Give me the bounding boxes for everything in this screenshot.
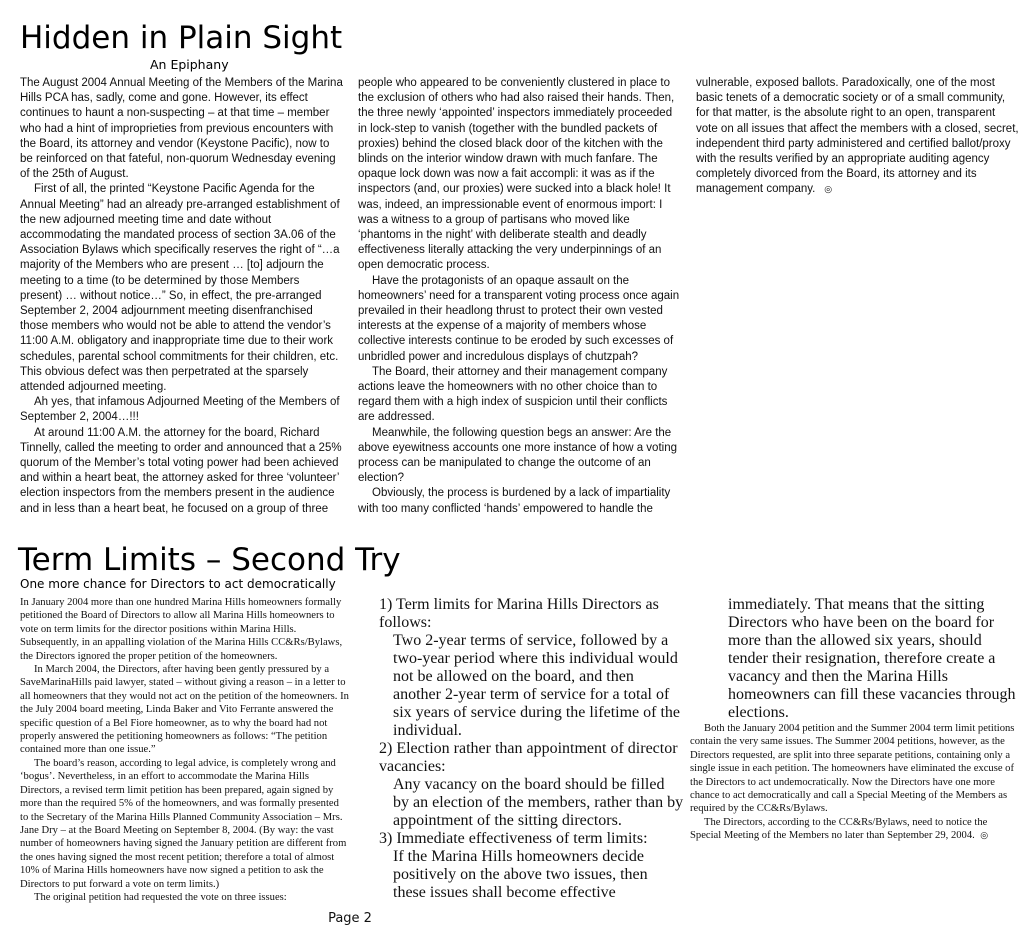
article2-subtitle: One more chance for Directors to act democratically: [20, 577, 336, 591]
article1-paragraph: At around 11:00 A.M. the attorney for the board, Richard Tinnelly, called the meeting to order and announced that a 25% quorum of the Member’s total voting power had been achieved and within a heart beat, the attorney asked for three ‘volunteer’ election inspectors from the members present in the audience and in less than a heart beat, he focused on a group of three people who appeared to be conveniently clustered in place to the exclusion of others who had also raised their hands. Then, the three newly ‘appointed’ inspectors immediately proceeded in lock-step to vanish (together with the bundled packets of proxies) behind the closed black door of the kitchen with the blinds on the interior window drawn with much fanfare. The opaque lock down was now a fait accompli: it was as if the inspectors (and, our proxies) were sucked into a black hole! It was, indeed, an impressionable event of enormous import: I was a witness to a group of partisans who moved like ‘phantoms in the night’ with deliberate stealth and deadly effectiveness literally attacking the very underpinnings of an open democratic process.: [20, 77, 675, 515]
article2-flow: [20, 596, 1016, 908]
article1-paragraph: The Board, their attorney and their management company actions leave the homeowners with no other choice than to regard them with a high index of suspicion until their conflicts are addressed.: [358, 365, 668, 424]
issue-number: 2): [379, 740, 393, 757]
article2-body: [20, 596, 1016, 908]
article2-paragraph: The board’s reason, according to legal advice, is completely wrong and ‘bogus’. Nevertheless, in an effort to accommodate the Marina Hills Directors, a revised term limit petition has been prepared, again signed by more than the required 5% of the homeowners, and was formally presented to the Secretary of the Marina Hills Planned Community Association – Mrs. Jane Dry – at the Board Meeting on September 8, 2004. (By way: the vast number of homeowners having signed the January petition are different from the ones having signed the most recent petition; therefore a total of almost 10% of Marina Hills homeowners have now signed a petition to ask the Directors to put forward a vote on term limits.): [20, 757, 347, 890]
article1-paragraph: Have the protagonists of an opaque assault on the homeowners’ need for a transparent voting process once again prevailed in their headlong thrust to protect their own vested interests at the expense of a majority of members whose collective interests continue to be eroded by such excesses of unbridled power and incredulous displays of chutzpah?: [358, 274, 680, 363]
article1-paragraph-text: Obviously, the process is burdened by a lack of impartiality with too many conflicted ‘hands’ empowered to handle the vulnerable, exposed ballots. Paradoxically, one of the most basic tenets of a democratic society or of a small community, for that matter, is the absolute right to an open, transparent vote on all issues that affect the members with a closed, secret, independent third party administered and certified ballot/proxy with the results verified by an appropriate auditing agency completely divorced from the Board, its attorney and its management company.: [358, 77, 1019, 515]
issue-number: 1): [379, 596, 393, 613]
issue-heading: Immediate effectiveness of term limits:: [396, 830, 648, 847]
article1-paragraph: First of all, the printed “Keystone Pacific Agenda for the Annual Meeting” had an already pre-arranged establishment of the new adjourned meeting time and date without accommodating the mandated process of section 3A.06 of the Association Bylaws which specifically reserves the right of “…a majority of the Members who are present … [to] adjourn the meeting to a time (to be determined by those Members present) … without notice…” So, in effect, the pre-arranged September 2, 2004 adjournment meeting disenfranchised those members who would not be able to attend the vendor’s 11:00 A.M. obligatory and inappropriate time due to their work schedules, parental school commitments for their children, etc. This obvious defect was then perpetrated at the sparsely attended adjourned meeting.: [20, 183, 340, 394]
article1-flow: [20, 76, 1019, 532]
list-item: [379, 596, 684, 740]
article2-paragraph: [690, 816, 1019, 844]
article2-paragraph: In March 2004, the Directors, after having been gently pressured by a SaveMarinaHills paid lawyer, stated – without giving a reason – in a letter to all homeowners that they would not act on the petition of the homeowners. In the July 2004 board meeting, Linda Baker and Vito Ferrante answered the specific question of a Bel Fiore homeowner, as to why the board had not properly answered the petitioning homeowners as follows: “The petition contained more than one issue.”: [20, 664, 349, 756]
article1-paragraph: The August 2004 Annual Meeting of the Members of the Marina Hills PCA has, sadly, come and gone. However, its effect continues to haunt a non-suspecting – at that time – member who had a hint of improprieties from previous encounters with the Board, its attorney and vendor (Keystone Pacific), now to be reinforced on that fateful, non-quorum Wednesday evening of the 25th of August.: [20, 77, 343, 181]
list-item: [379, 740, 684, 830]
article1-title: Hidden in Plain Sight: [20, 20, 343, 56]
issue-heading: Term limits for Marina Hills Directors as follows:: [379, 596, 659, 631]
article1-subtitle: An Epiphany: [150, 57, 229, 72]
article2-paragraph: In January 2004 more than one hundred Marina Hills homeowners formally petitioned the Board of Directors to allow all Marina Hills homeowners to vote on term limits for the director positions within Marina Hills. Subsequently, in an appalling violation of the Marina Hills CC&Rs/Bylaws, the Directors ignored the proper petition of the homeowners.: [20, 597, 343, 662]
issue-description: Two 2-year terms of service, followed by a two-year period where this individual would not be allowed on the board, and then another 2-year term of service for a total of six years of service during the lifetime of the individual.: [393, 632, 681, 739]
article2-paragraph: The original petition had requested the vote on three issues:: [34, 891, 287, 903]
page-number: Page 2: [328, 911, 372, 926]
article1-body: [20, 76, 1019, 532]
article2-paragraph-text: The Directors, according to the CC&Rs/Bylaws, need to notice the Special Meeting of the Members no later than September 29, 2004.: [690, 816, 988, 842]
issue-description: If the Marina Hills homeowners decide positively on the above two issues, then these issues shall become effective immediately. That means that the sitting Directors who have been on the board for more than the allowed six years, should tender their resignation, therefore create a vacancy and then the Marina Hills homeowners can fill these vacancies through elections.: [393, 596, 1016, 901]
article1-paragraph: Ah yes, that infamous Adjourned Meeting of the Members of September 2, 2004…!!!: [20, 396, 340, 424]
article2-paragraph: Both the January 2004 petition and the Summer 2004 term limit petitions contain the very same issues. The Summer 2004 petitions, however, as the Directors requested, are split into three separate petitions, containing only a single issue in each petition. The homeowners have eliminated the excuse of the Directors to act undemocratically. Now the Directors have one more chance to act democratically and call a Special Meeting of the Members as required by the CC&Rs/Bylaws.: [690, 723, 1015, 815]
article2-title: Term Limits – Second Try: [18, 542, 401, 578]
issue-number: 3): [379, 830, 393, 847]
issue-heading: Election rather than appointment of director vacancies:: [379, 740, 678, 775]
issue-description: Any vacancy on the board should be filled by an election of the members, rather than by appointment of the sitting directors.: [393, 776, 684, 829]
bullseye-icon: ◎: [977, 831, 989, 842]
article1-paragraph: Meanwhile, the following question begs an answer: Are the above eyewitness accounts one more instance of how a voting process can be manipulated to change the outcome of an election?: [358, 426, 677, 485]
bullseye-icon: ◎: [818, 185, 833, 196]
